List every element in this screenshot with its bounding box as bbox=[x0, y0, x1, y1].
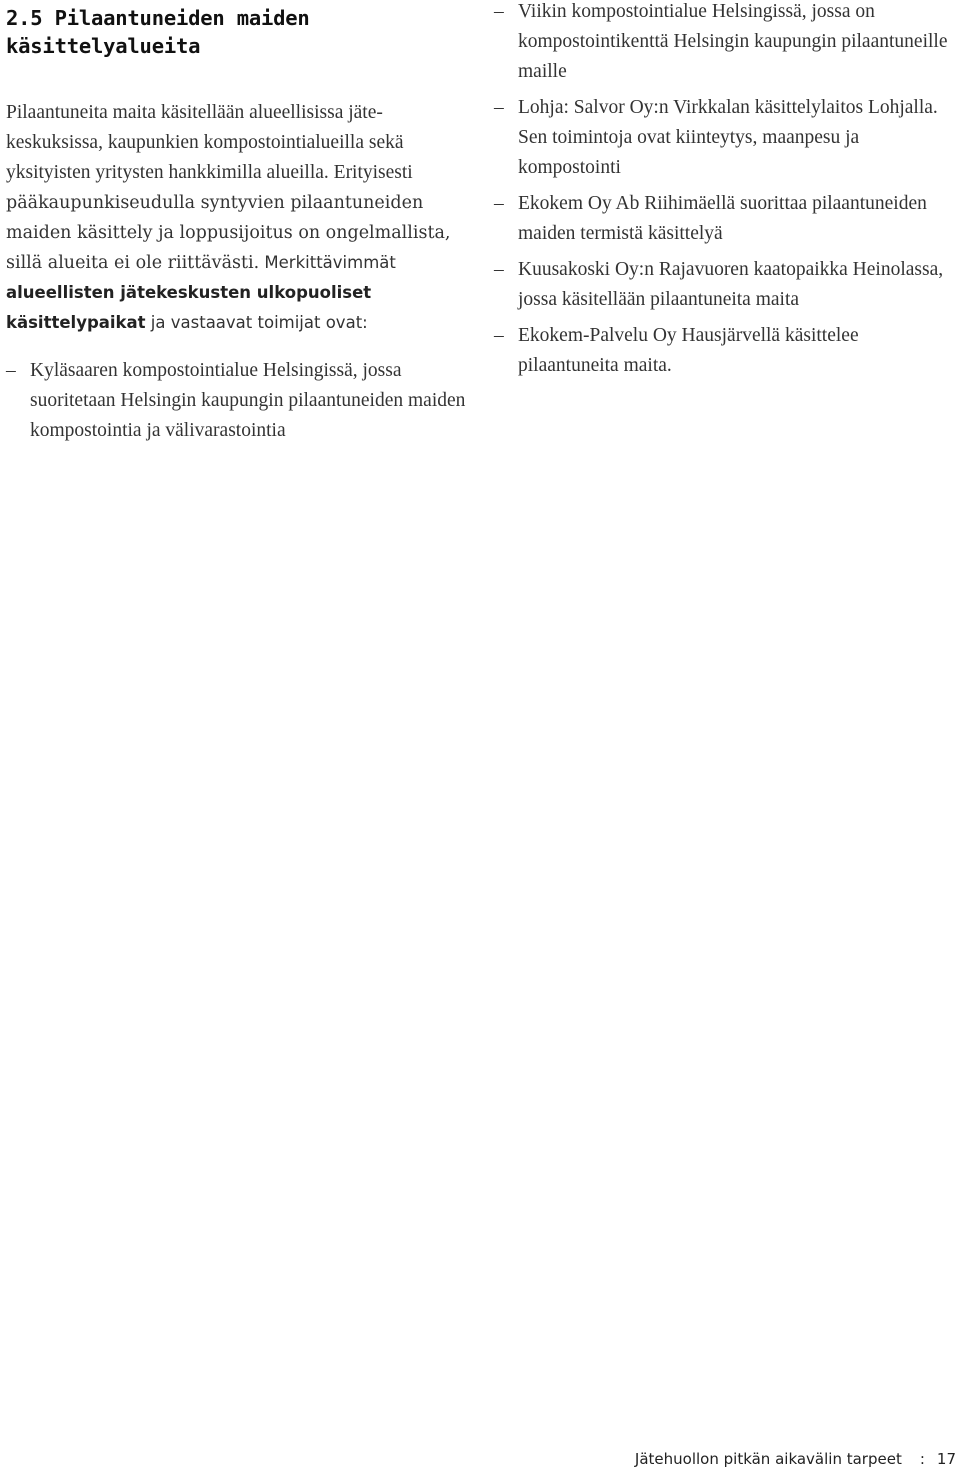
list-item-text: Ekokem Oy Ab Riihimäellä suorittaa pilaantuneiden maiden termistä käsittelyä bbox=[518, 193, 927, 244]
list-item-text: Ekokem-Palvelu Oy Hausjärvellä käsittelee pilaantuneita maita. bbox=[518, 325, 859, 376]
list-item-text: Lohja: Salvor Oy:n Virkkalan käsittelylaitos Lohjalla. Sen toimintoja ovat kiinteytys, maanpesu ja kompostointi bbox=[518, 97, 938, 178]
dash-marker: – bbox=[494, 97, 504, 118]
list-item-text: Kyläsaaren kompostointialue Helsingissä, jossa suoritetaan Helsingin kaupungin pilaantuneiden maiden kompostointia ja välivarastointia bbox=[30, 360, 466, 441]
right-column bbox=[494, 0, 956, 387]
dash-marker: – bbox=[494, 1, 504, 22]
page-number: 17 bbox=[936, 1450, 956, 1468]
intro-text-3: Merkittävimmät bbox=[259, 253, 396, 272]
dash-marker: – bbox=[494, 193, 504, 214]
list-item-text: Kuusakoski Oy:n Rajavuoren kaatopaikka Heinolassa, jossa käsitellään pilaantuneita maita bbox=[518, 259, 944, 310]
dash-marker: – bbox=[494, 259, 504, 280]
footer-separator: : bbox=[919, 1450, 925, 1468]
intro-bold-phrase: alueellisten jätekeskusten ulkopuoliset käsittelypaikat bbox=[6, 283, 372, 332]
intro-text-1: Pilaantuneita maita käsitellään alueellisissa jäte-keskuksissa, kaupunkien kompostointialueilla sekä yksityisten yritysten hankkimilla alueilla. Erityisesti bbox=[6, 102, 413, 183]
dash-marker: – bbox=[6, 360, 16, 381]
list-item bbox=[494, 93, 956, 183]
intro-paragraph bbox=[6, 98, 468, 338]
list-item bbox=[494, 321, 956, 381]
section-heading: 2.5 Pilaantuneiden maiden käsittelyalueita bbox=[6, 6, 310, 58]
intro-text-4: ja vastaavat toimijat ovat: bbox=[145, 313, 368, 332]
intro-text-2: pääkaupunkiseudulla syntyvien pilaantuneiden maiden käsittely ja loppusijoitus on ongelmallista, sillä alueita ei ole riittävästi. bbox=[6, 193, 451, 273]
left-column bbox=[6, 0, 468, 452]
dash-marker: – bbox=[494, 325, 504, 346]
list-item-text: Viikin kompostointialue Helsingissä, jossa on kompostointikenttä Helsingin kaupungin pilaantuneille maille bbox=[518, 1, 948, 82]
list-item bbox=[494, 255, 956, 315]
list-item bbox=[6, 356, 468, 446]
facility-list-right bbox=[494, 0, 956, 381]
footer-title: Jätehuollon pitkän aikavälin tarpeet bbox=[634, 1450, 902, 1468]
facility-list-left bbox=[6, 356, 468, 446]
page-footer bbox=[635, 1450, 956, 1468]
list-item bbox=[494, 0, 956, 87]
list-item bbox=[494, 189, 956, 249]
